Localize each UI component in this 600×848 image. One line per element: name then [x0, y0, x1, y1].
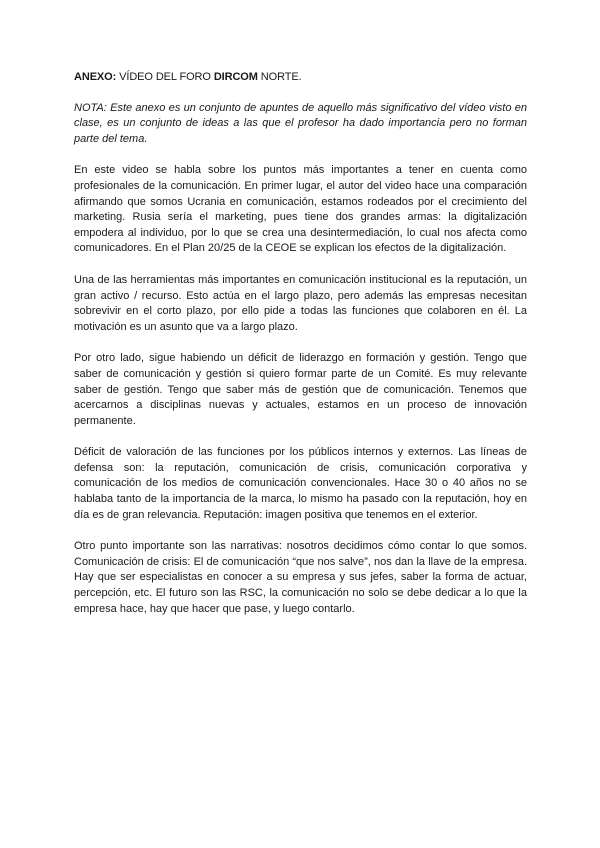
- note-paragraph: NOTA: Este anexo es un conjunto de apuntes de aquello más significativo del vídeo visto en clase, es un conjunto de ideas a las que el profesor ha dado importancia pero no forman parte del tema.: [74, 101, 527, 145]
- paragraph-1: En este video se habla sobre los puntos más importantes a tener en cuenta como profesionales de la comunicación. En primer lugar, el autor del video hace una comparación afirmando que somos Ucrania en comunicación, estamos rodeados por el crecimiento del marketing. Rusia sería el marketing, pues tiene dos grandes armas: la digitalización empodera al individuo, por lo que se crea una desintermediación, lo cual nos afecta como comunicadores. En el Plan 20/25 de la CEOE se explican los efectos de la digitalización.: [74, 164, 527, 255]
- paragraph-4: Déficit de valoración de las funciones por los públicos internos y externos. Las líneas de defensa son: la reputación, comunicación de crisis, comunicación corporativa y comunicación de los medios de comunicación convencionales. Hace 30 o 40 años no se hablaba tanto de la importancia de la marca, lo mismo ha pasado con la reputación, hoy en día es de gran relevancia. Reputación: imagen positiva que tenemos en el exterior.: [74, 446, 527, 521]
- document-title: [74, 70, 527, 86]
- title-prefix: ANEXO:: [74, 71, 117, 83]
- paragraph-5: Otro punto importante son las narrativas: nosotros decidimos cómo contar lo que somos. Comunicación de crisis: El de comunicación “que nos salve”, nos dan la llave de la empresa. Hay que ser especialistas en conocer a su empresa y sus jefes, saber la forma de actuar, percepción, etc. El futuro son las RSC, la comunicación no solo se debe dedicar a lo que la empresa hace, hay que hacer que pase, y luego contarlo.: [74, 540, 527, 615]
- title-middle: VÍDEO DEL FORO: [116, 71, 214, 83]
- document-body: [74, 70, 527, 633]
- paragraph-3: Por otro lado, sigue habiendo un déficit de liderazgo en formación y gestión. Tengo que saber de comunicación y gestión si quiero formar parte de un Comité. Es muy relevante saber de gestión. Tengo que saber más de gestión que de comunicación. Tenemos que acercarnos a disciplinas nuevas y actuales, estamos en un proceso de innovación permanente.: [74, 352, 527, 427]
- paragraph-2: Una de las herramientas más importantes en comunicación institucional es la reputación, un gran activo / recurso. Esto actúa en el largo plazo, pero además las empresas necesitan sobrevivir en el corto plazo, por ello pide a todas las funciones que colaboren en él. La motivación es un asunto que va a largo plazo.: [74, 273, 527, 333]
- title-suffix: NORTE.: [257, 71, 302, 83]
- title-emphasis: DIRCOM: [213, 71, 258, 83]
